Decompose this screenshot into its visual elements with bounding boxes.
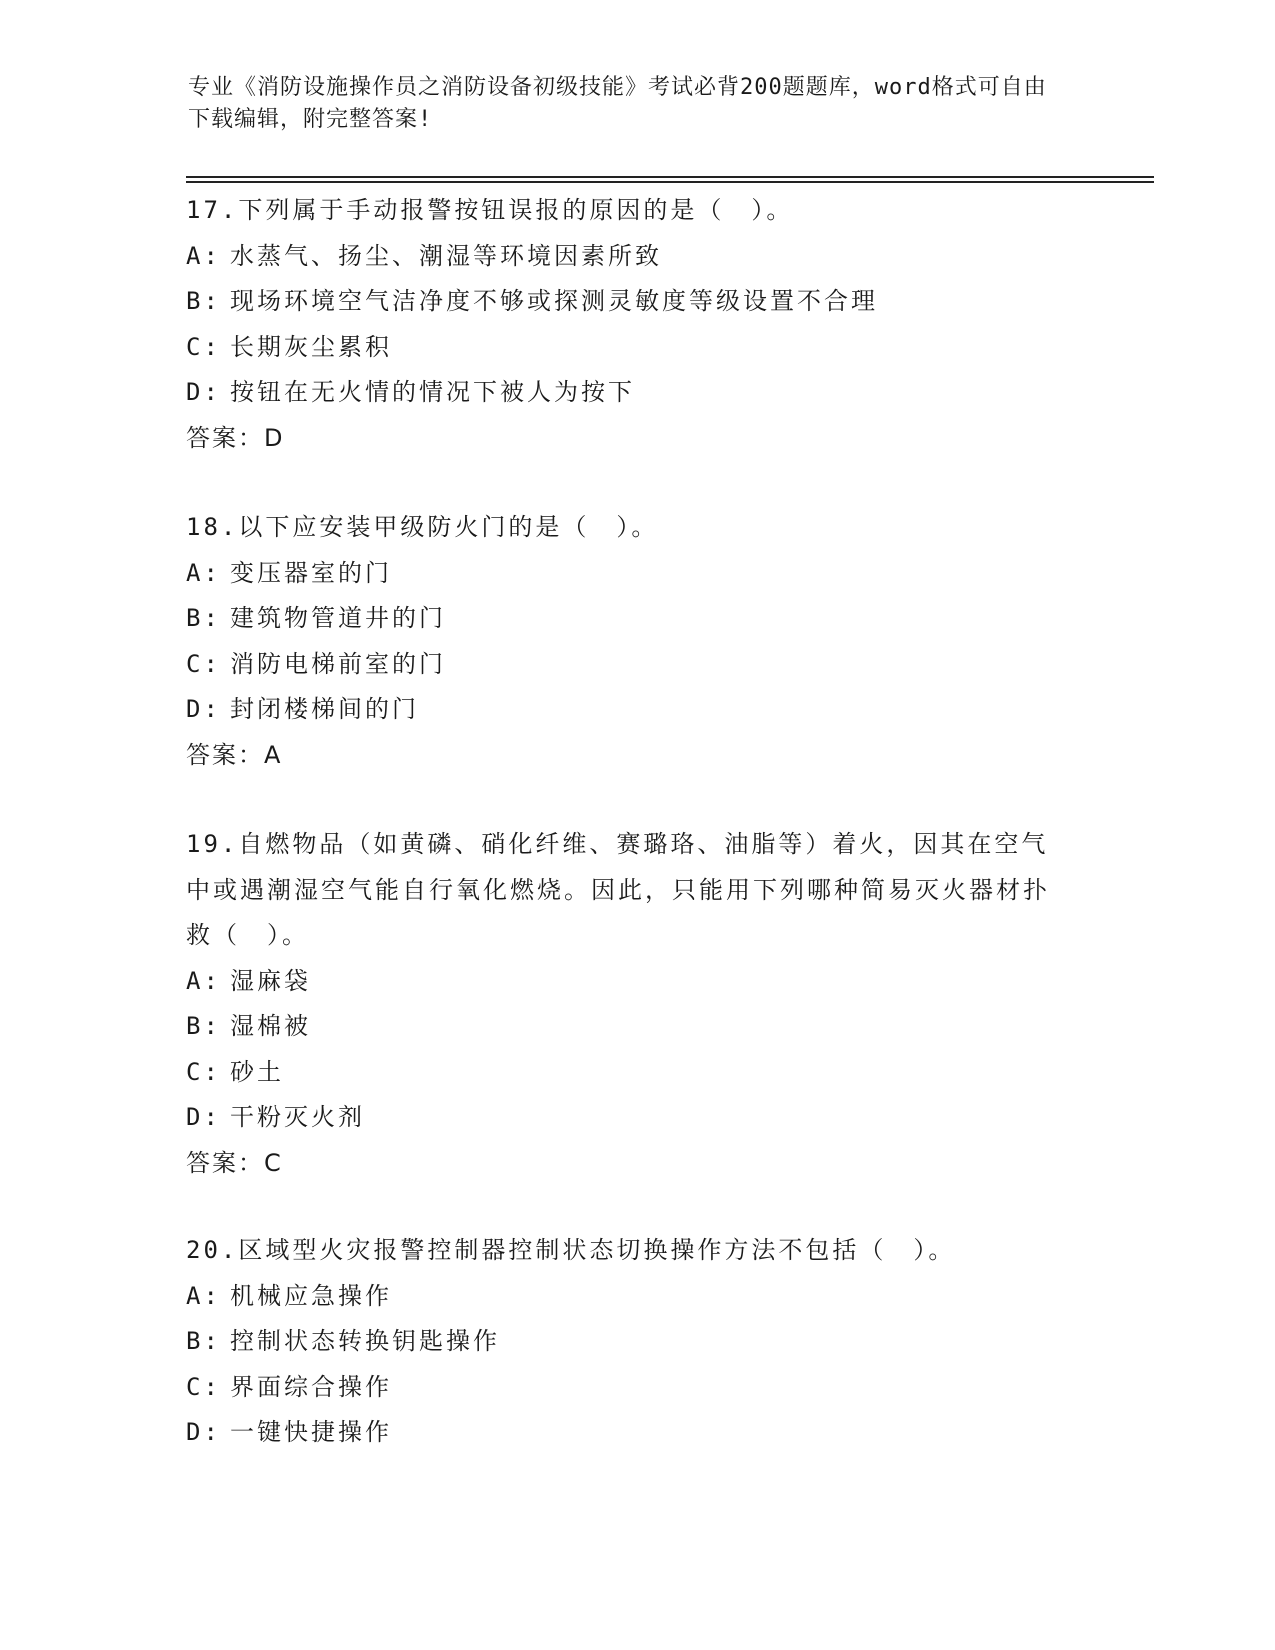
question-17 (186, 188, 1086, 461)
option-text: 建筑物管道井的门 (230, 604, 446, 632)
option-text: 水蒸气、扬尘、潮湿等环境因素所致 (230, 241, 662, 270)
option-d (186, 1410, 1086, 1456)
option-key: A: (186, 558, 221, 587)
option-c (186, 325, 1086, 371)
option-text: 长期灰尘累积 (230, 332, 392, 361)
option-d (186, 687, 1086, 733)
answer: 答案：D (186, 423, 285, 452)
option-key: C: (186, 1372, 221, 1401)
option-key: C: (186, 332, 221, 361)
option-text: 湿棉被 (230, 1012, 311, 1040)
option-c (186, 1365, 1086, 1411)
option-key: D: (186, 1103, 221, 1131)
option-key: A: (186, 241, 221, 270)
question-title: 17.下列属于手动报警按钮误报的原因的是（ ）。 (186, 196, 794, 224)
option-text: 封闭楼梯间的门 (230, 695, 419, 723)
option-key: A: (186, 1281, 221, 1310)
question-title: 20.区域型火灾报警控制器控制状态切换操作方法不包括（ ）。 (186, 1236, 956, 1264)
option-key: B: (186, 1012, 221, 1040)
option-c (186, 1050, 1086, 1096)
option-text: 按钮在无火情的情况下被人为按下 (230, 378, 635, 406)
option-key: B: (186, 604, 221, 632)
option-b (186, 596, 1086, 642)
option-text: 消防电梯前室的门 (230, 649, 446, 678)
option-text: 砂土 (230, 1057, 284, 1086)
option-key: B: (186, 1327, 221, 1355)
question-title: 18.以下应安装甲级防火门的是（ ）。 (186, 513, 659, 541)
option-text: 机械应急操作 (230, 1281, 392, 1310)
question-18 (186, 505, 1086, 778)
option-a (186, 959, 1086, 1005)
option-a (186, 1274, 1086, 1320)
option-b (186, 1319, 1086, 1365)
option-text: 控制状态转换钥匙操作 (230, 1327, 500, 1355)
option-text: 变压器室的门 (230, 558, 392, 587)
option-a (186, 551, 1086, 597)
option-b (186, 1004, 1086, 1050)
option-key: D: (186, 378, 221, 406)
option-text: 界面综合操作 (230, 1372, 392, 1401)
header-divider-top (186, 176, 1154, 178)
option-key: C: (186, 1057, 221, 1086)
option-text: 湿麻袋 (230, 966, 311, 995)
option-key: D: (186, 1418, 221, 1446)
option-key: C: (186, 649, 221, 678)
option-c (186, 642, 1086, 688)
option-d (186, 1095, 1086, 1141)
answer: 答案：A (186, 740, 283, 769)
question-20 (186, 1228, 1086, 1456)
option-key: A: (186, 966, 221, 995)
option-key: D: (186, 695, 221, 723)
option-text: 一键快捷操作 (230, 1418, 392, 1446)
option-key: B: (186, 287, 221, 315)
option-a (186, 234, 1086, 280)
header-divider-bottom (186, 181, 1154, 183)
document-header: 专业《消防设施操作员之消防设备初级技能》考试必背200题题库，word格式可自由下载编辑，附完整答案! (188, 75, 1047, 132)
option-text: 干粉灭火剂 (230, 1103, 365, 1131)
question-title: 19.自燃物品（如黄磷、硝化纤维、赛璐珞、油脂等）着火，因其在空气中或遇潮湿空气能自行氧化燃烧。因此，只能用下列哪种简易灭火器材扑救（ ）。 (186, 830, 1050, 949)
answer: 答案：C (186, 1148, 283, 1177)
option-b (186, 279, 1086, 325)
option-text: 现场环境空气洁净度不够或探测灵敏度等级设置不合理 (230, 287, 878, 315)
option-d (186, 370, 1086, 416)
question-19 (186, 822, 1086, 1186)
